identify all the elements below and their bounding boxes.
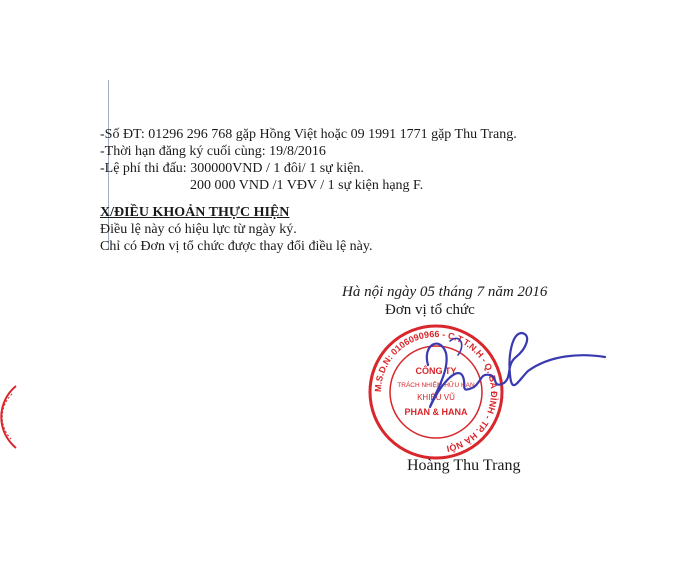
stamp-line-3: KHIÊU VŨ	[417, 393, 455, 402]
place-date: Hà nội ngày 05 tháng 7 năm 2016	[342, 284, 548, 300]
deadline-line: -Thời hạn đăng ký cuối cùng: 19/8/2016	[100, 144, 326, 159]
stamp-line-1: CÔNG TY	[415, 366, 457, 376]
stamp-line-2: TRÁCH NHIỆM HỮU HẠN	[397, 382, 475, 389]
effective-line: Điều lệ này có hiệu lực từ ngày ký.	[100, 222, 297, 237]
amendment-line: Chỉ có Đơn vị tổ chức được thay đổi điều lệ này.	[100, 239, 373, 254]
edge-stamp-fragment	[0, 382, 22, 452]
handwritten-signature	[400, 325, 610, 415]
fee-line: -Lệ phí thi đấu: 300000VND / 1 đôi/ 1 sự kiện.	[100, 161, 364, 176]
contact-line: -Số ĐT: 01296 296 768 gặp Hồng Việt hoặc 09 1991 1771 gặp Thu Trang.	[100, 127, 517, 142]
signer-name: Hoàng Thu Trang	[407, 457, 521, 474]
section-heading: X/ĐIỀU KHOẢN THỰC HIỆN	[100, 205, 290, 220]
stamp-line-4: PHAN & HANA	[404, 407, 468, 417]
stamp-ring-text: M.S.D.N: 0106090966 - C.T.T.N.H - Q. BA ĐÌNH - TP. HÀ NỘI	[372, 328, 500, 454]
fee-line-2: 200 000 VND /1 VĐV / 1 sự kiện hạng F.	[190, 178, 424, 193]
organizer-label: Đơn vị tổ chức	[385, 302, 475, 318]
